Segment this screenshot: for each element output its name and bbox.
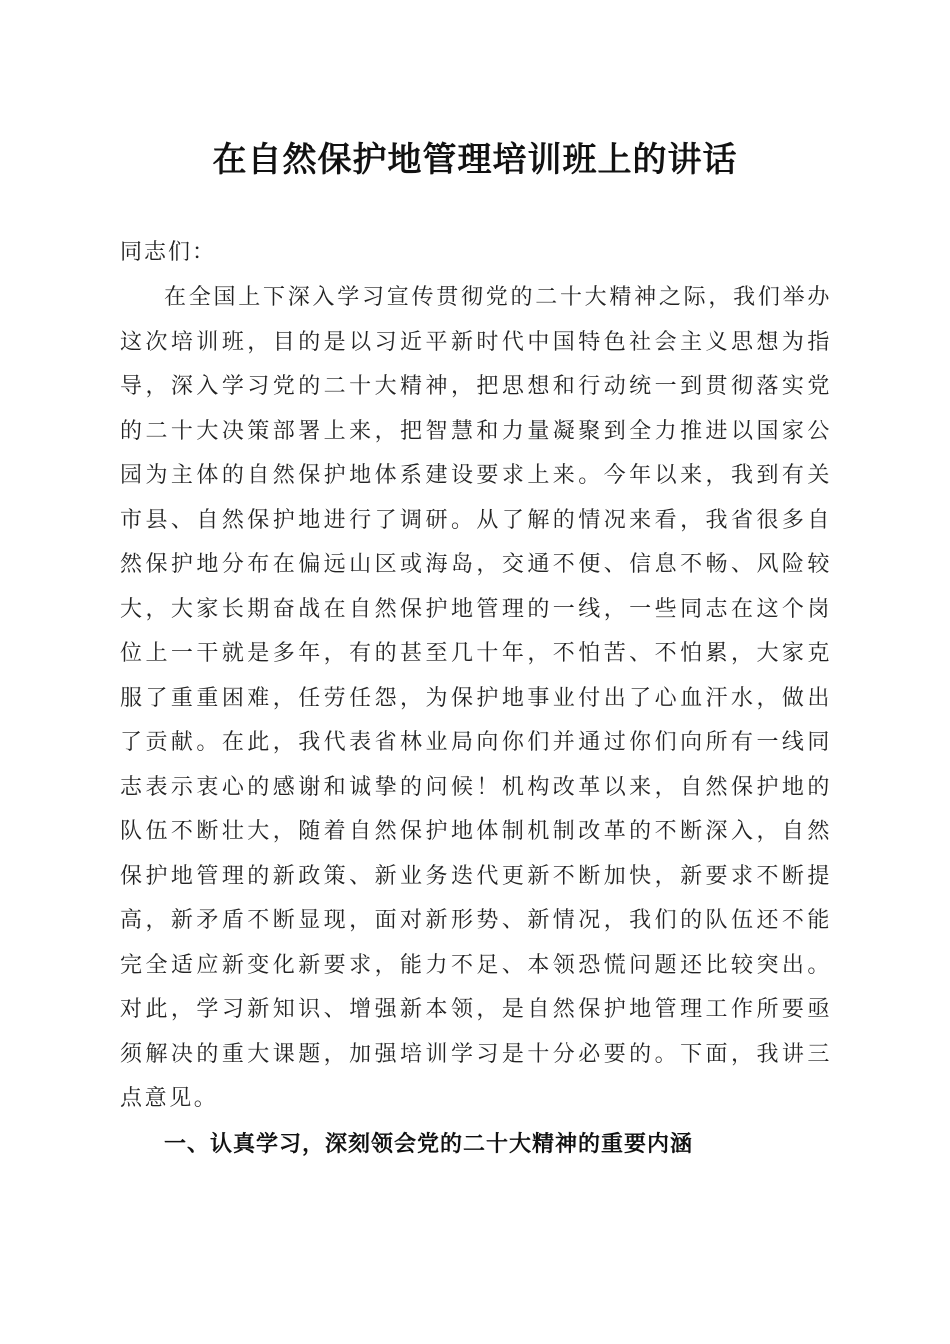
body-paragraph: 在全国上下深入学习宣传贯彻党的二十大精神之际，我们举办这次培训班，目的是以习近平新时代中国特色社会主义思想为指导，深入学习党的二十大精神，把思想和行动统一到贯彻落实党的二十大决策部署上来，把智慧和力量凝聚到全力推进以国家公园为主体的自然保护地体系建设要求上来。今年以来，我到有关市县、自然保护地进行了调研。从了解的情况来看，我省很多自然保护地分布在偏远山区或海岛，交通不便、信息不畅、风险较大，大家长期奋战在自然保护地管理的一线，一些同志在这个岗位上一干就是多年，有的甚至几十年，不怕苦、不怕累，大家克服了重重困难，任劳任怨，为保护地事业付出了心血汗水，做出了贡献。在此，我代表省林业局向你们并通过你们向所有一线同志表示衷心的感谢和诚挚的问候！机构改革以来，自然保护地的队伍不断壮大，随着自然保护地体制机制改革的不断深入，自然保护地管理的新政策、新业务迭代更新不断加快，新要求不断提高，新矛盾不断显现，面对新形势、新情况，我们的队伍还不能完全适应新变化新要求，能力不足、本领恐慌问题还比较突出。对此，学习新知识、增强新本领，是自然保护地管理工作所要亟须解决的重大课题，加强培训学习是十分必要的。下面，我讲三点意见。 bbox=[120, 285, 832, 1111]
salutation: 同志们： bbox=[120, 240, 217, 265]
section-heading: 一、认真学习，深刻领会党的二十大精神的重要内涵 bbox=[164, 1132, 694, 1157]
page-title: 在自然保护地管理培训班上的讲话 bbox=[212, 140, 738, 180]
